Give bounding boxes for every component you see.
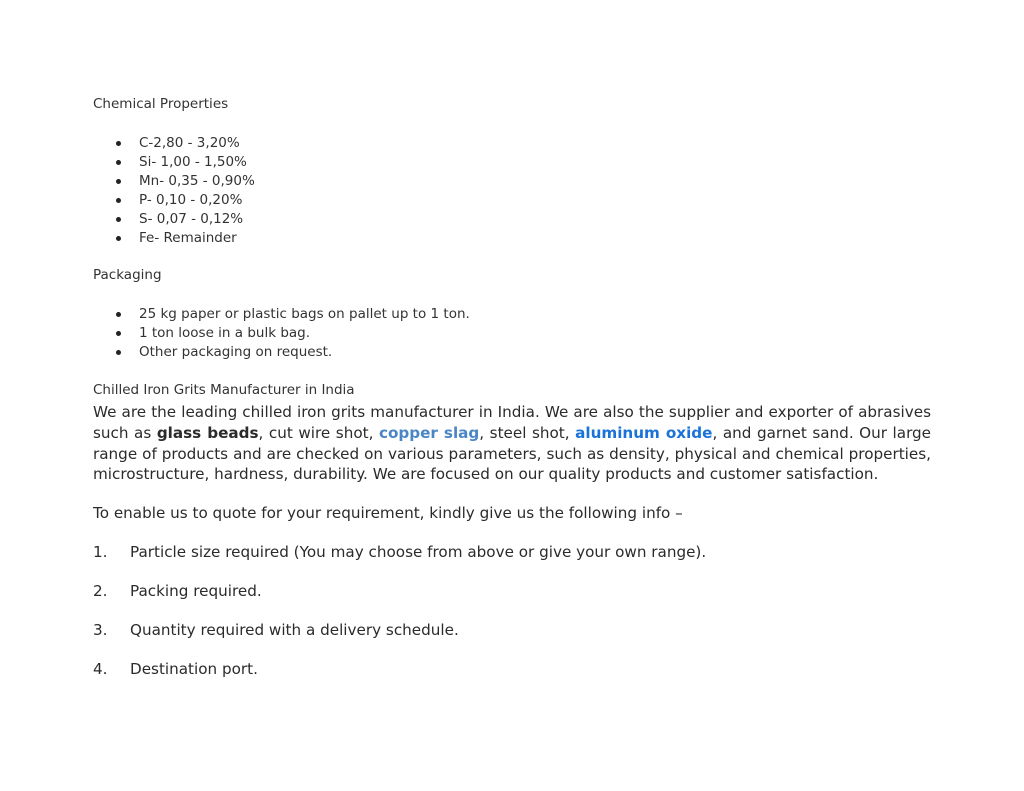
packaging-list: [93, 305, 470, 362]
bullet-icon: [116, 350, 121, 355]
bullet-icon: [116, 236, 121, 241]
list-item: [93, 324, 470, 343]
bullet-icon: [116, 160, 121, 165]
list-item-text: C-2,80 - 3,20%: [139, 135, 240, 151]
list-item-text: Destination port.: [130, 660, 258, 678]
list-item: [93, 191, 255, 210]
bullet-icon: [116, 312, 121, 317]
list-item: [93, 172, 255, 191]
list-item-text: Fe- Remainder: [139, 230, 237, 246]
list-item-text: Other packaging on request.: [139, 344, 333, 360]
list-item-text: 25 kg paper or plastic bags on pallet up to 1 ton.: [139, 306, 470, 322]
aluminum-oxide-link[interactable]: aluminum oxide: [575, 423, 713, 442]
list-item: [93, 153, 255, 172]
list-number: 3.: [93, 621, 108, 639]
chemical-properties-list: [93, 134, 255, 248]
list-item: [93, 229, 255, 248]
list-item-text: 1 ton loose in a bulk bag.: [139, 325, 311, 341]
intro-text: , steel shot,: [479, 423, 576, 442]
list-item-text: Quantity required with a delivery schedule.: [130, 621, 459, 639]
chemical-properties-heading: Chemical Properties: [93, 96, 229, 112]
list-item: [93, 305, 470, 324]
list-item-text: P- 0,10 - 0,20%: [139, 192, 243, 208]
list-number: 4.: [93, 660, 108, 678]
list-item-text: Mn- 0,35 - 0,90%: [139, 173, 255, 189]
copper-slag-link[interactable]: copper slag: [378, 423, 480, 442]
list-item-text: Particle size required (You may choose from above or give your own range).: [130, 543, 707, 561]
quote-request-text: To enable us to quote for your requirement, kindly give us the following info –: [93, 504, 683, 522]
list-number: 2.: [93, 582, 108, 600]
bullet-icon: [116, 331, 121, 336]
intro-text: We are the leading chilled iron grits manufacturer in India. We are also the supplier and exporter of abrasives such as: [93, 403, 931, 442]
bullet-icon: [116, 198, 121, 203]
bullet-icon: [116, 179, 121, 184]
manufacturer-heading: Chilled Iron Grits Manufacturer in India: [93, 382, 355, 398]
glass-beads-keyword: glass beads: [156, 423, 259, 442]
list-item-text: S- 0,07 - 0,12%: [139, 211, 244, 227]
list-item: [93, 210, 255, 229]
packaging-heading: Packaging: [93, 267, 162, 283]
list-number: 1.: [93, 543, 108, 561]
intro-paragraph: [93, 402, 931, 485]
list-item-text: Si- 1,00 - 1,50%: [139, 154, 247, 170]
list-item: [93, 343, 470, 362]
intro-text: , and garnet sand. Our large range of products and are checked on various parameters, such as density, physical and chemical properties, microstructure, hardness, durability. We are focused on our quality products and customer satisfaction.: [93, 423, 932, 484]
list-item: [93, 134, 255, 153]
list-item-text: Packing required.: [130, 582, 262, 600]
bullet-icon: [116, 217, 121, 222]
bullet-icon: [116, 141, 121, 146]
intro-text: , cut wire shot,: [258, 423, 379, 442]
